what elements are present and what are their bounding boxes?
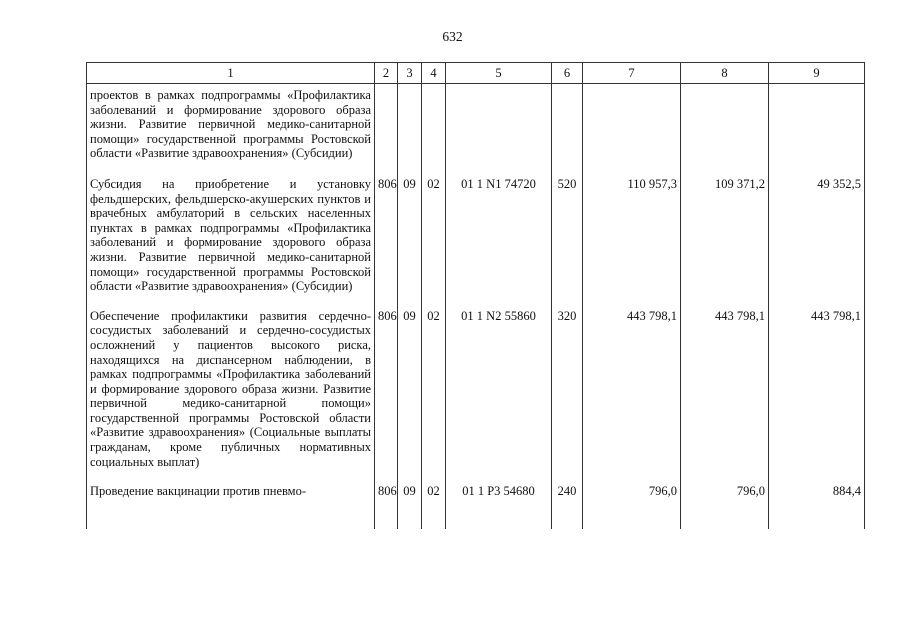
row-csr <box>446 84 552 177</box>
row-rz: 09 <box>398 309 422 485</box>
header-col-3: 3 <box>398 63 422 84</box>
table-row <box>87 177 865 309</box>
row-amount-year1: 110 957,3 <box>583 177 681 309</box>
row-amount-year1: 796,0 <box>583 484 681 529</box>
row-ved: 806 <box>375 309 398 485</box>
row-ved: 806 <box>375 177 398 309</box>
row-amount-year1 <box>583 84 681 177</box>
row-description: Субсидия на приобретение и установку фельдшерских, фельдшерско-акушерских пунктов и врачебных амбулаторий в сельских населенных пунктах в рамках подпрограммы «Профилактика заболеваний и формирование здорового образа жизни. Развитие первичной медико-санитарной помощи» государственной программы Ростовской области «Развитие здравоохранения» (Субсидии) <box>87 177 375 309</box>
row-amount-year3: 443 798,1 <box>769 309 865 485</box>
row-vr: 240 <box>552 484 583 529</box>
row-description: проектов в рамках подпрограммы «Профилактика заболеваний и формирование здорового образа жизни. Развитие первичной медико-санитарной помощи» государственной программы Ростовской области «Развитие здравоохранения» (Субсидии) <box>87 84 375 177</box>
header-row <box>87 63 865 84</box>
row-csr: 01 1 P3 54680 <box>446 484 552 529</box>
header-col-6: 6 <box>552 63 583 84</box>
table-row <box>87 84 865 177</box>
table-row <box>87 309 865 485</box>
row-description: Проведение вакцинации против пневмо- <box>87 484 375 529</box>
row-vr: 320 <box>552 309 583 485</box>
row-ved: 806 <box>375 484 398 529</box>
row-pr: 02 <box>422 484 446 529</box>
header-col-5: 5 <box>446 63 552 84</box>
row-amount-year2: 443 798,1 <box>681 309 769 485</box>
budget-table <box>86 62 865 529</box>
row-ved <box>375 84 398 177</box>
row-amount-year2 <box>681 84 769 177</box>
row-description: Обеспечение профилактики развития сердечно-сосудистых заболеваний и сердечно-сосудистых осложнений у пациентов высокого риска, находящихся на диспансерном наблюдении, в рамках подпрограммы «Профилактика заболеваний и формирование здорового образа жизни. Развитие первичной медико-санитарной помощи» государственной программы Ростовской области «Развитие здравоохранения» (Социальные выплаты гражданам, кроме публичных нормативных социальных выплат) <box>87 309 375 485</box>
header-col-4: 4 <box>422 63 446 84</box>
row-amount-year2: 796,0 <box>681 484 769 529</box>
row-csr: 01 1 N2 55860 <box>446 309 552 485</box>
row-csr: 01 1 N1 74720 <box>446 177 552 309</box>
table-row <box>87 484 865 529</box>
row-amount-year3 <box>769 84 865 177</box>
header-col-7: 7 <box>583 63 681 84</box>
header-col-1: 1 <box>87 63 375 84</box>
row-rz <box>398 84 422 177</box>
row-amount-year3: 49 352,5 <box>769 177 865 309</box>
row-amount-year2: 109 371,2 <box>681 177 769 309</box>
row-rz: 09 <box>398 177 422 309</box>
header-col-8: 8 <box>681 63 769 84</box>
row-vr <box>552 84 583 177</box>
row-rz: 09 <box>398 484 422 529</box>
row-pr: 02 <box>422 177 446 309</box>
row-amount-year1: 443 798,1 <box>583 309 681 485</box>
row-vr: 520 <box>552 177 583 309</box>
header-col-9: 9 <box>769 63 865 84</box>
row-pr <box>422 84 446 177</box>
row-amount-year3: 884,4 <box>769 484 865 529</box>
page-number: 632 <box>442 29 463 44</box>
row-pr: 02 <box>422 309 446 485</box>
header-col-2: 2 <box>375 63 398 84</box>
